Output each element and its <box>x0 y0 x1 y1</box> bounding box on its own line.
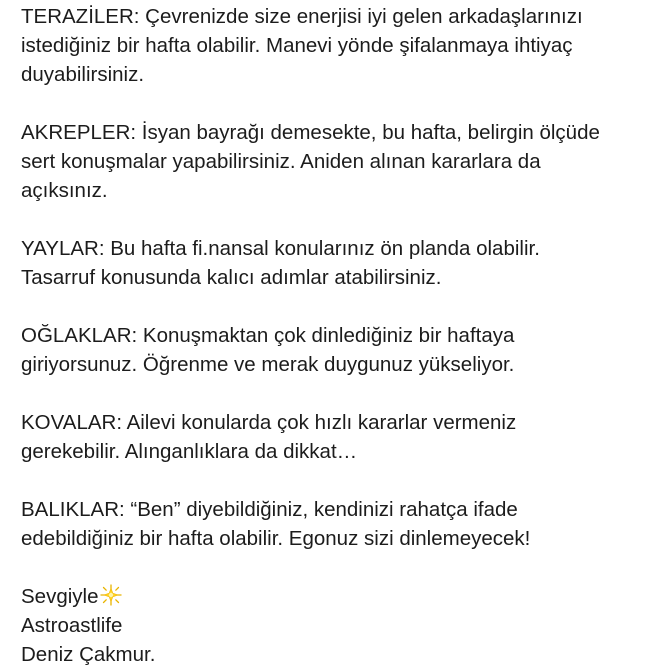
text-line: istediğiniz bir hafta olabilir. Manevi yönde şifalanmaya ihtiyaç <box>21 34 573 57</box>
text-line: edebildiğiniz bir hafta olabilir. Egonuz sizi dinlemeyecek! <box>21 527 531 550</box>
horoscope-text <box>21 2 641 669</box>
text-line: giriyorsunuz. Öğrenme ve merak duygunuz yükseliyor. <box>21 353 515 376</box>
text-line: sert konuşmalar yapabilirsiniz. Aniden alınan kararlara da <box>21 150 541 173</box>
text-line: BALIKLAR: “Ben” diyebildiğiniz, kendinizi rahatça ifade <box>21 498 518 521</box>
signature-block <box>21 582 641 669</box>
paragraph-akrepler <box>21 118 641 205</box>
text-line: OĞLAKLAR: Konuşmaktan çok dinlediğiniz bir haftaya <box>21 324 515 347</box>
paragraph-teraziler <box>21 2 641 89</box>
sparkle-icon <box>100 584 122 606</box>
text-line: KOVALAR: Ailevi konularda çok hızlı kararlar vermeniz <box>21 411 517 434</box>
signature-closing: Sevgiyle <box>21 585 99 608</box>
text-line: gerekebilir. Alınganlıklara da dikkat… <box>21 440 358 463</box>
paragraph-yaylar <box>21 234 641 292</box>
paragraph-baliklar <box>21 495 641 553</box>
paragraph-kovalar <box>21 408 641 466</box>
signature-closing-line <box>21 582 641 611</box>
text-line: YAYLAR: Bu hafta fi.nansal konularınız ön planda olabilir. <box>21 237 540 260</box>
text-line: Tasarruf konusunda kalıcı adımlar atabilirsiniz. <box>21 266 442 289</box>
text-line: AKREPLER: İsyan bayrağı demesekte, bu hafta, belirgin ölçüde <box>21 121 600 144</box>
text-line: TERAZİLER: Çevrenizde size enerjisi iyi gelen arkadaşlarınızı <box>21 5 583 28</box>
paragraph-oglaklar <box>21 321 641 379</box>
text-line: duyabilirsiniz. <box>21 63 145 86</box>
signature-brand: Astroastlife <box>21 614 123 637</box>
signature-author: Deniz Çakmur. <box>21 643 156 666</box>
text-line: açıksınız. <box>21 179 108 202</box>
